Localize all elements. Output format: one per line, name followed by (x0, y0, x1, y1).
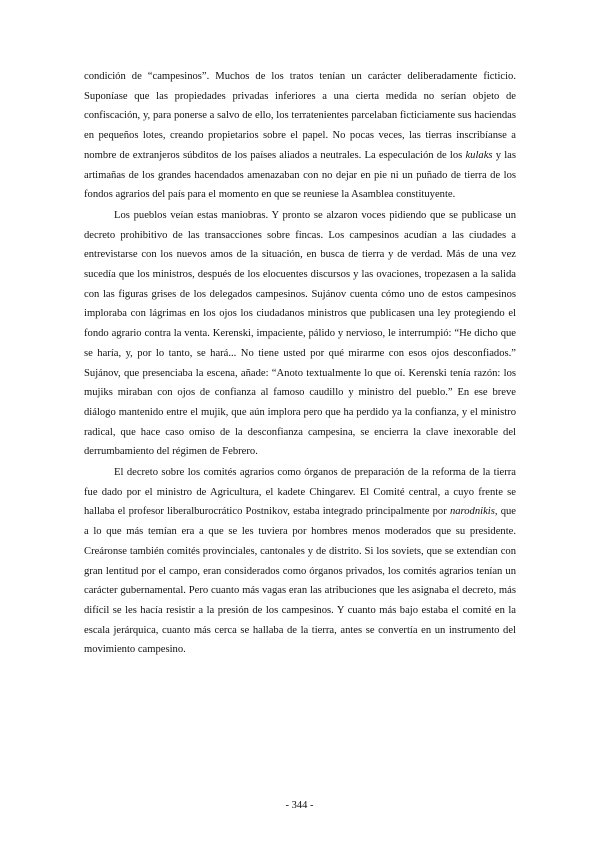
paragraph-3-text-b: , que a lo que más temían era a que se les tuviera por hombres menos moderados que su presidente. Creáronse también comités provinciales, cantonales y de distrito. Si los soviets, que se extendían con gran lentitud por el campo, eran considerados como órganos privados, los comités agrarios tenían un carácter gubernamental. Pero cuanto más vagas eran las atribuciones que les asignaba el decreto, más difícil se les hacía resistir a la presión de los campesinos. Y cuanto más bajo estaba el comité en la escala jerárquica, cuanto más cerca se hallaba de la tierra, antes se convertía en un instrumento del movimiento campesino. (84, 506, 517, 656)
paragraph-3-italic-term: narodnikis (449, 506, 495, 518)
page-number: - 344 - (285, 800, 314, 811)
paragraph-1-text-b: y las artimañas de los grandes hacendados amenazaban con no dejar en pie ni un puñado de tierra de los fondos agrarios del país para el momento en que se reuniese la Asamblea constituyente. (84, 149, 516, 201)
paragraph-1 (84, 67, 516, 205)
document-body (84, 67, 516, 660)
paragraph-1-text-a: condición de “campesinos”. Muchos de los tratos tenían un carácter deliberadamente ficticio. Suponíase que las propiedades privadas inferiores a una cierta medida no serían objeto de confiscación, y, para ponerse a salvo de ello, los terratenientes parcelaban ficticiamente sus haciendas en pequeños lotes, creando propietarios sobre el papel. No pocas veces, las tierras inscribíanse a nombre de extranjeros súbditos de los países aliados a neutrales. La especulación de los (84, 71, 516, 161)
paragraph-3-text-a: El decreto sobre los comités agrarios como órganos de preparación de la reforma de la tierra fue dado por el ministro de Agricultura, el kadete Chingarev. El Comité central, a cuyo frente se hallaba el profesor liberalburocrático Postnikov, estaba integrado principalmente por (84, 467, 516, 518)
paragraph-2: Los pueblos veían estas maniobras. Y pronto se alzaron voces pidiendo que se publicase un decreto prohibitivo de las transacciones sobre fincas. Los campesinos acudían a las ciudades a entrevistarse con los nuevos amos de la situación, en busca de tierra y de verdad. Más de una vez sucedía que los ministros, después de los elocuentes discursos y las ovaciones, tropezasen a la salida con las figuras grises de los delegados campesinos. Sujánov cuenta cómo uno de estos campesinos imploraba con lágrimas en los ojos los ciudadanos ministros que publicasen una ley protegiendo el fondo agrario contra la venta. Kerenski, impaciente, pálido y nervioso, le interrumpió: “He dicho que se haría, y, por lo tanto, se hará... No tiene usted por qué mirarme con esos ojos desconfiados.” Sujánov, que presenciaba la escena, añade: “Anoto textualmente lo que oí. Kerenski tenía razón: los mujiks miraban con ojos de confianza al famoso caudillo y ministro del pueblo.” En ese breve diálogo mantenido entre el mujik, que aún implora pero que ha perdido ya la confianza, y el ministro radical, que hace caso omiso de la desconfianza campesina, se encierra la clave inexorable del derrumbamiento del régimen de Febrero. (84, 209, 516, 458)
paragraph-1-italic-term: kulaks (465, 149, 493, 161)
paragraph-3 (84, 463, 516, 660)
